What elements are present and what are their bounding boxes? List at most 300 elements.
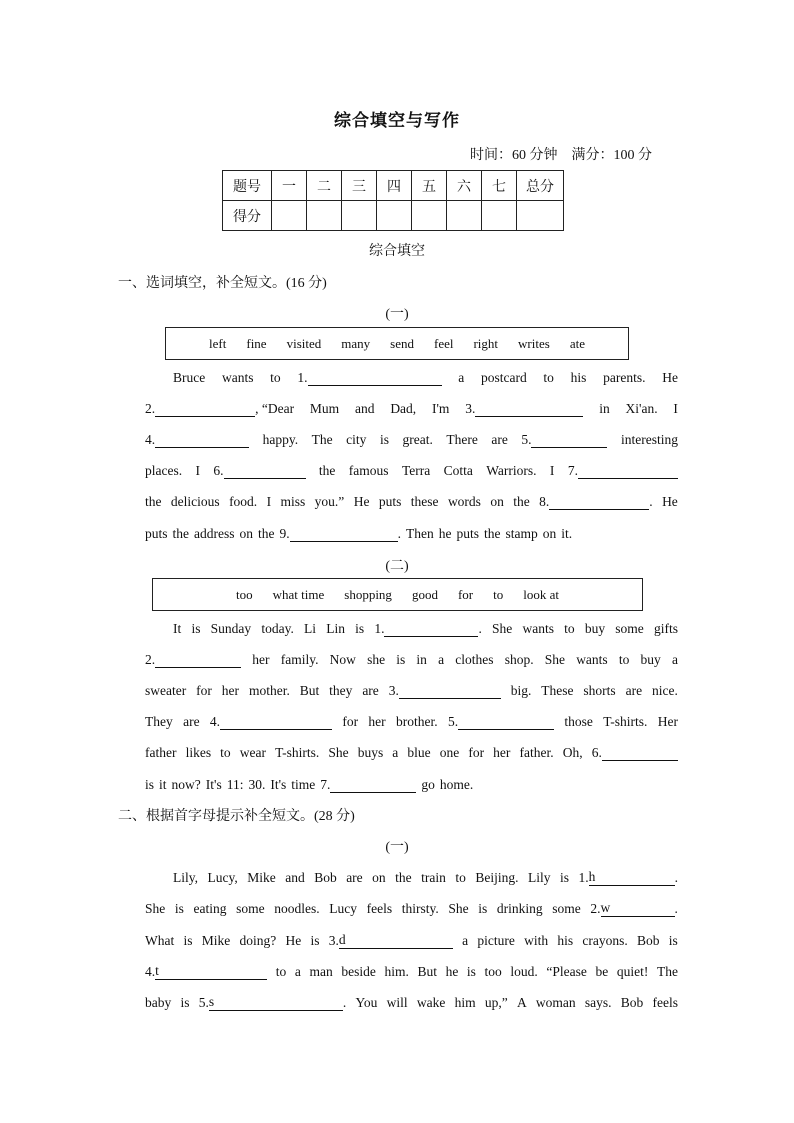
initial-hint: d: [338, 932, 346, 947]
word-bank-item: good: [411, 586, 438, 602]
word: the: [172, 526, 190, 541]
passage-line: [145, 712, 678, 730]
word: wants: [221, 370, 254, 385]
word: It: [173, 621, 182, 636]
word-bank-item: fine: [246, 335, 267, 351]
word: gifts: [653, 621, 678, 636]
word: man: [309, 964, 333, 979]
answer-blank-5[interactable]: [209, 994, 343, 1011]
blank-number: 6.: [213, 463, 224, 478]
word: is: [478, 901, 488, 916]
word: her: [221, 683, 240, 698]
word: Xi'an.: [625, 401, 658, 416]
word: doing?: [239, 933, 277, 948]
word: Beijing.: [475, 870, 519, 885]
answer-blank-7[interactable]: [578, 464, 678, 479]
word: he: [445, 964, 459, 979]
word-bank-item: visited: [286, 335, 322, 351]
word: He: [285, 933, 302, 948]
word: wear: [239, 745, 267, 760]
blank-number: 1.: [297, 370, 308, 385]
word-bank-item: feel: [433, 335, 454, 351]
word: time: [291, 777, 316, 792]
word: is: [180, 995, 190, 1010]
word: to: [275, 964, 287, 979]
word: these: [410, 494, 439, 509]
score-cell-2[interactable]: [307, 201, 342, 231]
word: the: [145, 494, 162, 509]
word: the: [318, 463, 336, 478]
word: you.”: [314, 494, 345, 509]
word: , “Dear: [255, 401, 295, 416]
word: it: [159, 777, 167, 792]
blank-number: 6.: [591, 745, 602, 760]
answer-blank-5[interactable]: [531, 433, 607, 448]
blank-number: 2.: [590, 901, 601, 916]
word-bank-item: too: [236, 586, 253, 602]
passage-line: [173, 368, 678, 386]
passage-line: [145, 899, 678, 917]
word: family.: [280, 652, 319, 667]
word: He: [662, 494, 678, 509]
word: delicious: [170, 494, 220, 509]
word: the: [258, 526, 275, 541]
word: She: [328, 745, 349, 760]
word: clothes: [455, 652, 494, 667]
word: is: [466, 964, 476, 979]
blank-item: [145, 432, 249, 448]
word: buy: [584, 621, 606, 636]
word: his: [570, 370, 587, 385]
word: You: [355, 995, 378, 1010]
header-cell-number: 题号: [223, 171, 272, 201]
blank-number: 7.: [567, 463, 578, 478]
section2-passage1-label: (一): [385, 840, 409, 855]
word: 11:: [226, 777, 244, 792]
word: He: [662, 370, 678, 385]
word: These: [541, 683, 574, 698]
word: .: [674, 901, 678, 916]
answer-blank-4[interactable]: [220, 715, 332, 730]
word-bank-item: for: [457, 586, 474, 602]
word-bank-item: what time: [272, 586, 325, 602]
word: now?: [171, 777, 201, 792]
word: Mike: [247, 870, 276, 885]
word: happy.: [262, 432, 299, 447]
answer-blank-4[interactable]: [155, 433, 249, 448]
word: Oh,: [562, 745, 583, 760]
blank-item: [448, 714, 554, 730]
passage-line: [145, 430, 678, 448]
word: feels: [652, 995, 678, 1010]
answer-blank-2[interactable]: [155, 653, 241, 668]
word: There: [446, 432, 478, 447]
blank-item: [199, 994, 347, 1011]
word: a: [294, 964, 301, 979]
word: likes: [185, 745, 212, 760]
word: places.: [145, 463, 183, 478]
word: Lin: [326, 621, 345, 636]
word: are: [362, 683, 379, 698]
answer-blank-3[interactable]: [399, 684, 501, 699]
word: words: [447, 494, 481, 509]
word: be: [595, 964, 609, 979]
blank-number: 3.: [465, 401, 476, 416]
word: She: [448, 901, 469, 916]
word: puts: [145, 526, 168, 541]
word: loud.: [510, 964, 538, 979]
word: a: [392, 745, 399, 760]
score-cell-4[interactable]: [377, 201, 412, 231]
word: Lily: [527, 870, 551, 885]
word: in: [599, 401, 610, 416]
word: a: [462, 933, 469, 948]
word: Then: [406, 526, 434, 541]
word: She: [145, 901, 166, 916]
word: Mike: [201, 933, 231, 948]
word: shop.: [504, 652, 534, 667]
passage-line: [145, 399, 678, 417]
answer-blank-2[interactable]: [601, 900, 675, 917]
blank-number: 1.: [374, 621, 385, 636]
word: miss: [280, 494, 306, 509]
word: .: [342, 995, 347, 1010]
passage-line: [173, 868, 678, 886]
word: beside: [341, 964, 376, 979]
word-bank-1: [165, 327, 629, 360]
word: are: [625, 683, 643, 698]
word: on: [490, 494, 504, 509]
blank-number: 3.: [328, 933, 339, 948]
word: picture: [477, 933, 515, 948]
word: mother.: [248, 683, 290, 698]
word: one: [439, 745, 460, 760]
section1-passage1-label: (一): [385, 307, 409, 322]
word: I: [195, 463, 200, 478]
word: crayons.: [582, 933, 628, 948]
word: some: [236, 901, 265, 916]
answer-blank-4[interactable]: [155, 963, 267, 980]
passage-line: [145, 775, 678, 793]
word: wants: [522, 621, 554, 636]
word-bank-item: left: [209, 335, 227, 351]
header-cell-4: 四: [377, 171, 412, 201]
word: A: [516, 995, 527, 1010]
passage-line: [145, 743, 678, 761]
initial-hint: h: [588, 869, 596, 884]
blank-item: [539, 494, 653, 510]
word: interesting: [620, 432, 678, 447]
word: a: [671, 652, 678, 667]
word: father: [145, 745, 177, 760]
word: to: [455, 870, 466, 885]
word: But: [299, 683, 320, 698]
header-cell-6: 六: [447, 171, 482, 201]
word: for: [342, 714, 359, 729]
word: drinking: [496, 901, 543, 916]
blank-item: [329, 932, 453, 949]
word: .: [674, 870, 678, 885]
score-cell-1[interactable]: [272, 201, 307, 231]
word: her: [252, 652, 270, 667]
word: It's: [205, 777, 222, 792]
word: blue: [407, 745, 431, 760]
blank-number: 7.: [320, 777, 331, 792]
header-cell-total: 总分: [517, 171, 564, 201]
blank-number: 9.: [279, 526, 290, 541]
word: Lily,: [173, 870, 198, 885]
word-bank-2: [152, 578, 643, 611]
header-cell-2: 二: [307, 171, 342, 201]
word: Terra: [401, 463, 431, 478]
blank-item: [213, 463, 305, 479]
word: T-shirts.: [275, 745, 320, 760]
word: the: [395, 870, 412, 885]
word: city: [346, 432, 367, 447]
word: puts: [456, 526, 480, 541]
word: is: [559, 870, 569, 885]
page-title: 综合填空与写作: [334, 111, 460, 130]
word: baby: [145, 995, 172, 1010]
word: thirsty.: [401, 901, 439, 916]
word: go: [421, 777, 435, 792]
blank-item: [590, 900, 678, 917]
blank-number: 4.: [145, 432, 156, 447]
answer-blank-1[interactable]: [308, 371, 442, 386]
word: is: [145, 777, 155, 792]
score-table-score-row: [223, 201, 564, 231]
word: I'm: [432, 401, 450, 416]
word: she: [367, 652, 386, 667]
word: 30.: [248, 777, 266, 792]
passage-line: [145, 492, 678, 510]
word: him.: [384, 964, 409, 979]
word-bank-item: right: [473, 335, 499, 351]
word: feels: [366, 901, 393, 916]
blank-number: 2.: [145, 401, 156, 416]
word: to: [564, 621, 575, 636]
header-cell-5: 五: [412, 171, 447, 201]
word: buy: [640, 652, 661, 667]
word: The: [311, 432, 333, 447]
word: buys: [357, 745, 384, 760]
word: will: [386, 995, 408, 1010]
word: quiet!: [616, 964, 649, 979]
section1-passage2-label: (二): [385, 559, 409, 574]
word: .: [397, 526, 402, 541]
blank-number: 3.: [388, 683, 399, 698]
score-cell-7[interactable]: [482, 201, 517, 231]
blank-number: 4.: [145, 964, 156, 979]
word: “Please: [546, 964, 587, 979]
initial-hint: t: [155, 963, 159, 978]
word-bank-item: look at: [523, 586, 559, 602]
word: I: [266, 494, 272, 509]
word: those: [564, 714, 593, 729]
word: It's: [270, 777, 287, 792]
word: home.: [439, 777, 474, 792]
word: Bob: [620, 995, 644, 1010]
word: Dad,: [390, 401, 417, 416]
word: on: [372, 870, 386, 885]
word: I: [673, 401, 678, 416]
word: is: [310, 933, 320, 948]
blank-number: 5.: [198, 995, 209, 1010]
word: up,”: [484, 995, 508, 1010]
word-bank-item: writes: [518, 335, 550, 351]
blank-item: [568, 463, 678, 479]
word: wants: [576, 652, 608, 667]
section2-heading: 二、根据首字母提示补全短文。(28 分): [118, 809, 355, 824]
row-label-score: 得分: [223, 201, 272, 231]
word: train: [421, 870, 446, 885]
word: is: [355, 621, 365, 636]
blank-item: [578, 869, 678, 886]
word: is: [379, 432, 389, 447]
word: him: [454, 995, 476, 1010]
time-limit: 时间：60 分钟: [470, 148, 558, 163]
passage-line: [145, 461, 678, 479]
word: Warriors.: [486, 463, 537, 478]
word: his: [557, 933, 574, 948]
score-cell-3[interactable]: [342, 201, 377, 231]
word: some: [552, 901, 581, 916]
word: stamp: [505, 526, 538, 541]
answer-blank-6[interactable]: [224, 464, 306, 479]
word: wake: [416, 995, 446, 1010]
word: are: [491, 432, 508, 447]
word: She: [544, 652, 566, 667]
word: Li: [304, 621, 317, 636]
word: is: [191, 621, 201, 636]
word: to: [220, 745, 231, 760]
word: They: [145, 714, 173, 729]
word: Bob: [314, 870, 337, 885]
word: nice.: [651, 683, 678, 698]
word: and: [285, 870, 305, 885]
word: The: [656, 964, 678, 979]
word: her: [368, 714, 386, 729]
word: Sunday: [210, 621, 252, 636]
word: noodles.: [274, 901, 320, 916]
passage-line: [173, 619, 678, 637]
blank-item: [465, 401, 583, 417]
blank-item: [297, 370, 441, 386]
word: it.: [561, 526, 573, 541]
word: Bob: [637, 933, 660, 948]
passage-line: [145, 993, 678, 1011]
initial-hint: w: [600, 900, 611, 915]
answer-blank-9[interactable]: [290, 527, 398, 542]
word: She: [492, 621, 513, 636]
blank-item: [374, 621, 482, 637]
answer-blank-8[interactable]: [549, 495, 649, 510]
passage-line: [145, 650, 678, 668]
word: woman: [535, 995, 576, 1010]
blank-number: 2.: [145, 652, 156, 667]
answer-blank-3[interactable]: [475, 402, 583, 417]
word: in: [416, 652, 427, 667]
answer-blank-2[interactable]: [155, 402, 255, 417]
word: on: [542, 526, 557, 541]
word: great.: [402, 432, 433, 447]
answer-blank-7[interactable]: [330, 778, 416, 793]
answer-blank-6[interactable]: [602, 746, 678, 761]
word: some: [615, 621, 644, 636]
word: the: [484, 526, 501, 541]
passage-line: [145, 931, 678, 949]
header-cell-7: 七: [482, 171, 517, 201]
answer-blank-1[interactable]: [384, 622, 478, 637]
blank-item: [145, 963, 267, 980]
word: He: [353, 494, 370, 509]
word: a: [458, 370, 465, 385]
blank-number: 4.: [209, 714, 221, 729]
word: parents.: [603, 370, 646, 385]
word: for: [468, 745, 485, 760]
word: is: [183, 933, 193, 948]
blank-number: 1.: [578, 870, 589, 885]
score-cell-total[interactable]: [517, 201, 564, 231]
score-table: [222, 170, 564, 231]
word: sweater: [145, 683, 187, 698]
blank-item: [389, 683, 501, 699]
score-cell-5[interactable]: [412, 201, 447, 231]
word: are: [183, 714, 200, 729]
word: and: [355, 401, 375, 416]
word: I: [549, 463, 555, 478]
blank-item: [592, 745, 678, 761]
word: is: [174, 901, 184, 916]
score-table-header-row: [223, 171, 564, 201]
word: Now: [329, 652, 356, 667]
word: father.: [519, 745, 554, 760]
passage-line: [145, 962, 678, 980]
answer-blank-5[interactable]: [458, 715, 554, 730]
word: big.: [510, 683, 532, 698]
header-cell-3: 三: [342, 171, 377, 201]
word-bank-item: ate: [569, 335, 585, 351]
word: Mum: [309, 401, 340, 416]
word: he: [438, 526, 452, 541]
word: Lucy,: [207, 870, 238, 885]
word: her: [493, 745, 511, 760]
initial-hint: s: [208, 994, 215, 1009]
score-cell-6[interactable]: [447, 201, 482, 231]
word: What: [145, 933, 175, 948]
word: puts: [378, 494, 402, 509]
word: But: [417, 964, 437, 979]
header-cell-1: 一: [272, 171, 307, 201]
word-bank-item: many: [341, 335, 371, 351]
word-bank-item: send: [390, 335, 414, 351]
answer-blank-3[interactable]: [339, 932, 453, 949]
word: too: [484, 964, 502, 979]
word: address: [194, 526, 235, 541]
word: today.: [261, 621, 294, 636]
word: on: [239, 526, 254, 541]
word-bank-item: shopping: [344, 586, 392, 602]
word: .: [649, 494, 653, 509]
blank-number: 5.: [447, 714, 459, 729]
word: a: [438, 652, 445, 667]
blank-item: [280, 526, 402, 542]
answer-blank-1[interactable]: [589, 869, 675, 886]
word: for: [196, 683, 212, 698]
word: to: [270, 370, 281, 385]
word: is: [396, 652, 406, 667]
passage-line: [145, 524, 678, 542]
